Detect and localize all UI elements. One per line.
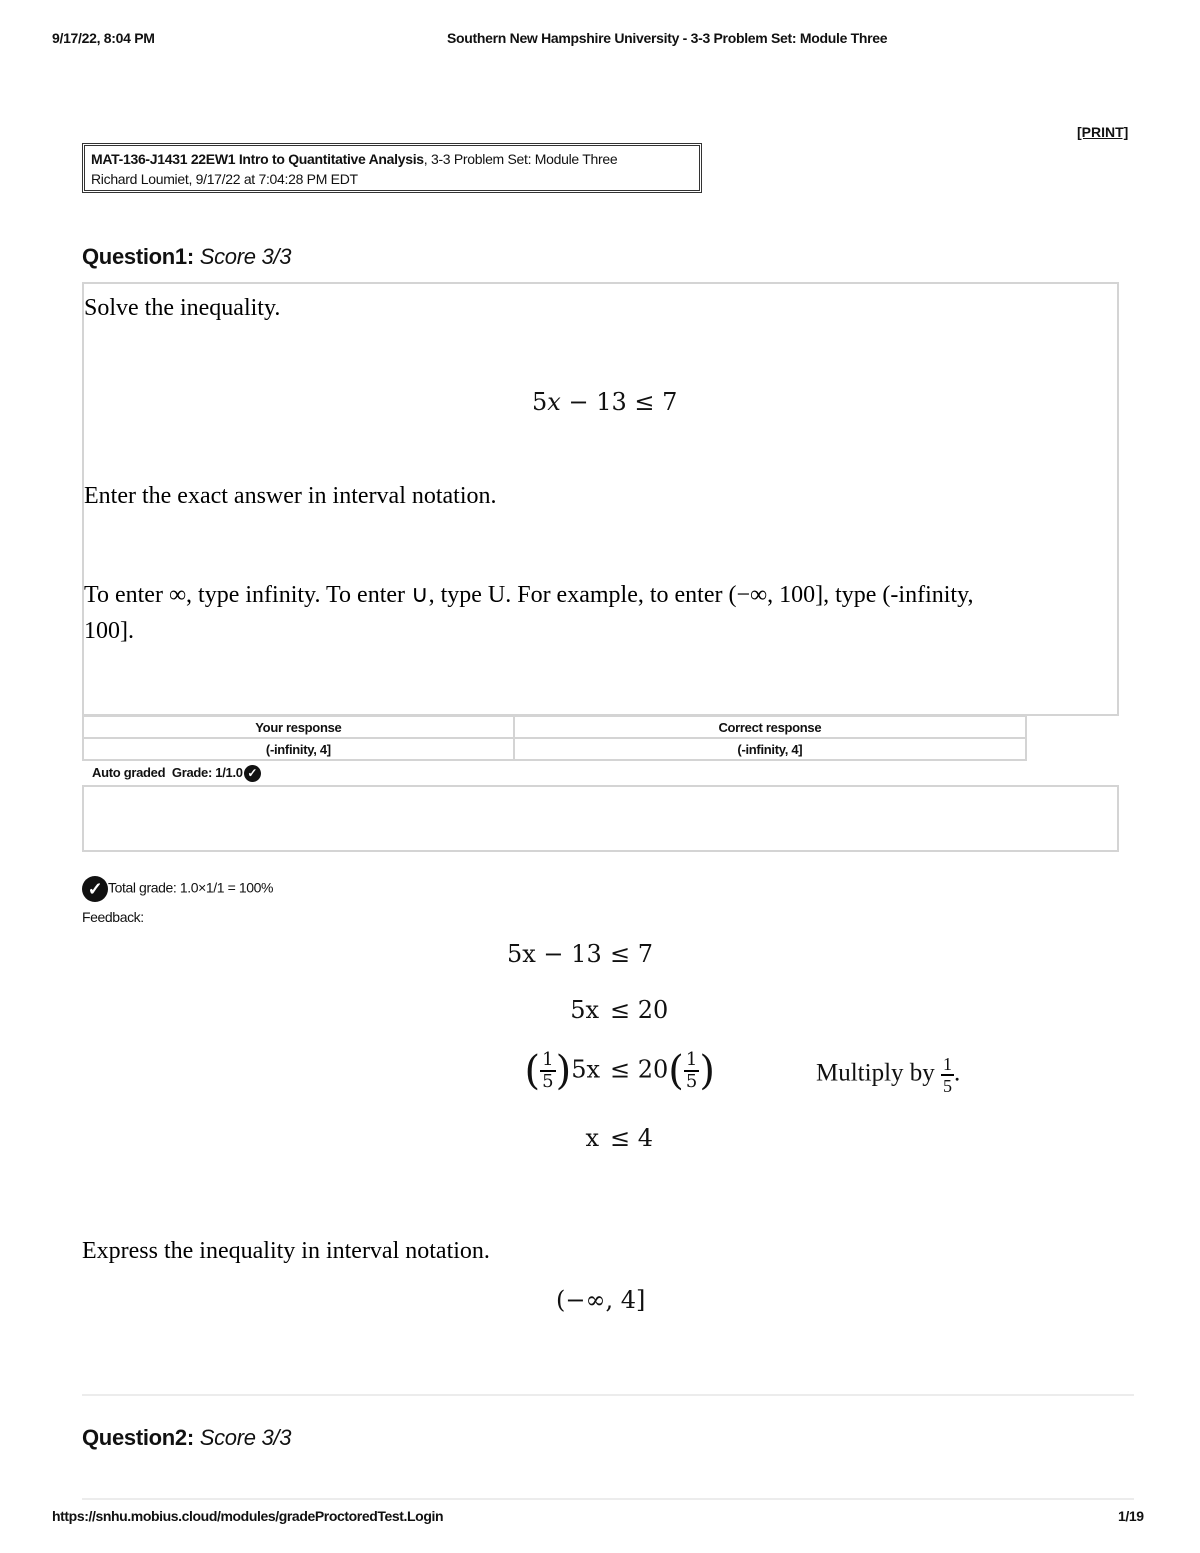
step3-lhs-text: 5x <box>571 1055 600 1084</box>
divider <box>82 1498 1134 1500</box>
assignment-info-box <box>82 143 702 193</box>
question2-label: Question2: <box>82 1425 200 1450</box>
check-circle-icon: ✓ <box>82 876 108 902</box>
expr-rest: − 13 ≤ 7 <box>560 388 678 416</box>
step1-rhs: ≤ 7 <box>610 940 654 968</box>
fraction: $\frac{1}{5}$ <box>943 1054 953 1096</box>
step3-note: Multiply by $\frac{1}{5}$ . <box>816 1054 961 1096</box>
print-page-title: Southern New Hampshire University - 3-3 Problem Set: Module Three <box>447 30 888 46</box>
auto-graded-label: Auto graded <box>92 765 166 780</box>
header-correct-response: Correct response <box>514 716 1026 738</box>
step3-note-text: Multiply by <box>816 1059 935 1087</box>
comment-box <box>82 785 1119 852</box>
express-instruction: Express the inequality in interval notation. <box>82 1238 490 1264</box>
question1-prompt: Solve the inequality. <box>84 295 281 321</box>
step1-lhs: 5x − 13 <box>507 940 602 968</box>
step3-lhs: ( $\frac{1}{5}$ )5x <box>524 1048 600 1094</box>
total-grade: Total grade: 1.0×1/1 = 100% <box>108 879 274 896</box>
question1-expression <box>532 388 677 416</box>
header-your-response: Your response <box>83 716 514 738</box>
response-table <box>82 715 1027 761</box>
footer-page-number: 1/19 <box>1118 1508 1144 1524</box>
student-line: Richard Loumiet, 9/17/22 at 7:04:28 PM EDT <box>91 171 358 187</box>
question1-heading <box>82 244 291 270</box>
total-grade-line <box>82 876 273 902</box>
assignment-title: , 3-3 Problem Set: Module Three <box>423 151 618 167</box>
question1-instruction: Enter the exact answer in interval notation. <box>84 483 497 509</box>
question1-hint-line1: To enter ∞, type infinity. To enter ∪, type U. For example, to enter (−∞, 100], type (-infinity, <box>84 582 974 608</box>
check-icon: ✓ <box>244 765 261 782</box>
step4-rhs: ≤ 4 <box>610 1124 654 1152</box>
print-datetime: 9/17/22, 8:04 PM <box>52 30 155 46</box>
footer-url: https://snhu.mobius.cloud/modules/gradeProctoredTest.Login <box>52 1508 444 1524</box>
final-interval: (−∞, 4] <box>556 1286 646 1314</box>
assignment-title-line <box>91 149 693 169</box>
expr-coefficient: 5 <box>532 388 548 416</box>
question1-score: Score 3/3 <box>199 244 292 269</box>
grade-line <box>92 765 261 782</box>
step2-lhs: 5x <box>570 996 599 1024</box>
your-response-value: (-infinity, 4] <box>83 738 514 760</box>
correct-response-value: (-infinity, 4] <box>514 738 1026 760</box>
grade-value: Grade: 1/1.0 <box>171 765 243 780</box>
step2-rhs: ≤ 20 <box>610 996 669 1024</box>
fraction: $\frac{1}{5}$ <box>542 1049 554 1092</box>
question1-label: Question1: <box>82 244 200 269</box>
print-link[interactable]: [PRINT] <box>1077 124 1129 140</box>
fraction: $\frac{1}{5}$ <box>685 1049 698 1092</box>
expr-variable: x <box>547 388 561 416</box>
course-name: MAT-136-J1431 22EW1 Intro to Quantitative Analysis <box>91 151 424 167</box>
step4-lhs: x <box>585 1124 599 1152</box>
feedback-label: Feedback: <box>82 909 144 925</box>
question2-score: Score 3/3 <box>199 1425 292 1450</box>
question2-heading <box>82 1425 291 1451</box>
question1-hint-line2: 100]. <box>84 618 134 644</box>
divider <box>82 1394 1134 1396</box>
step3-rhs: ≤ 20( $\frac{1}{5}$ ) <box>610 1048 715 1094</box>
step3-rhs-text: ≤ 20 <box>610 1055 669 1084</box>
